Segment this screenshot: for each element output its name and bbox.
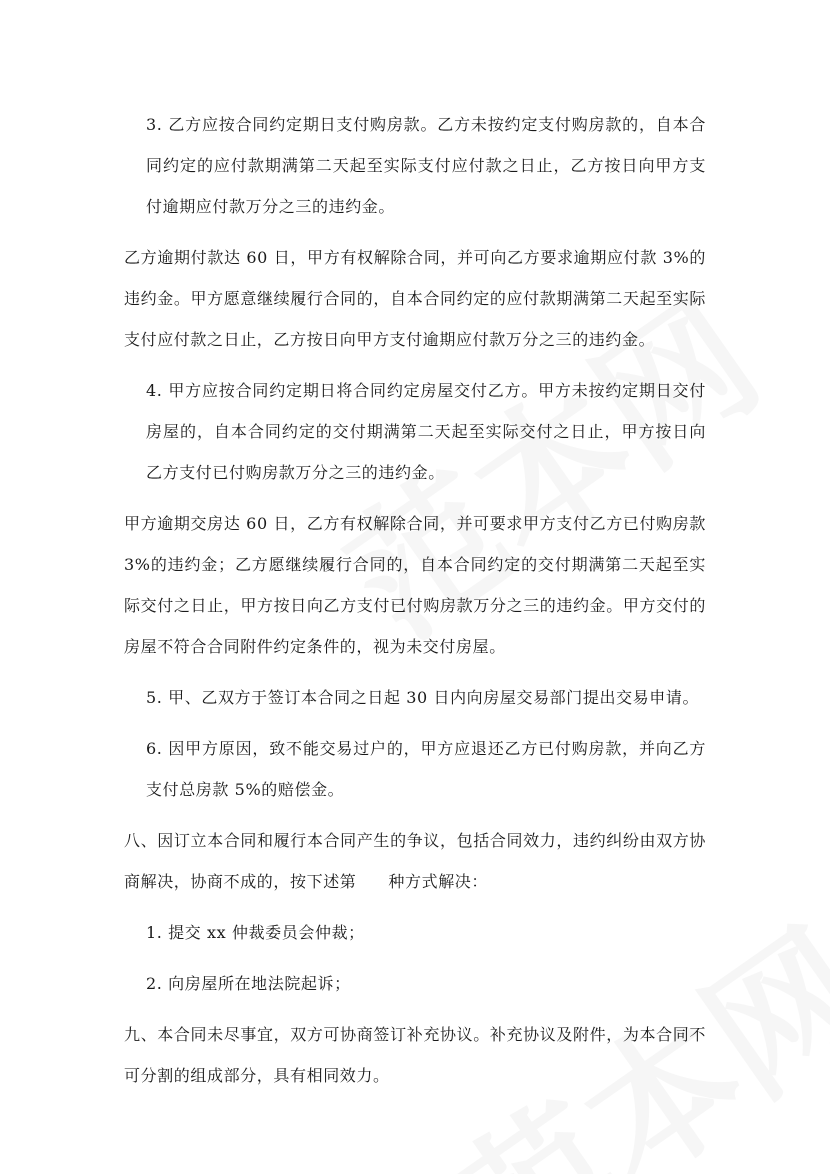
clause-seller-overdue-60-days: 甲方逾期交房达 60 日，乙方有权解除合同，并可要求甲方支付乙方已付购房款 3%的违约金；乙方愿继续履行合同的，自本合同约定的交付期满第二天起至实际交付之日止，甲方按日向乙方支付已付购房款万分之三的违约金。甲方交付的房屋不符合合同附件约定条件的，视为未交付房屋。: [124, 514, 706, 656]
document-body: [124, 104, 706, 1106]
clause-4-seller-delivery: 4. 甲方应按合同约定期日将合同约定房屋交付乙方。甲方未按约定期日交付房屋的，自本合同约定的交付期满第二天起至实际交付之日止，甲方按日向乙方支付已付购房款万分之三的违约金。: [146, 381, 706, 482]
section-9-supplementary: 九、本合同未尽事宜，双方可协商签订补充协议。补充协议及附件，为本合同不可分割的组成部分，具有相同效力。: [124, 1025, 706, 1085]
dispute-option-1-arbitration: 1. 提交 xx 仲裁委员会仲裁；: [146, 923, 365, 942]
dispute-option-2-litigation: 2. 向房屋所在地法院起诉；: [146, 974, 351, 993]
clause-buyer-overdue-60-days: 乙方逾期付款达 60 日，甲方有权解除合同，并可向乙方要求逾期应付款 3%的违约金。甲方愿意继续履行合同的，自本合同约定的应付款期满第二天起至实际支付应付款之日止，乙方按日向甲方支付逾期应付款万分之三的违约金。: [124, 248, 706, 349]
section-8-text-part2: 种方式解决：: [388, 872, 489, 891]
section-8-dispute-resolution: [124, 820, 706, 902]
section-8-text-part1: 八、因订立本合同和履行本合同产生的争议，包括合同效力，违约纠纷由双方协商解决，协商不成的，按下述第: [124, 831, 706, 891]
clause-6-transfer-failure: 6. 因甲方原因，致不能交易过户的，甲方应退还乙方已付购房款，并向乙方支付总房款 5%的赔偿金。: [146, 739, 706, 799]
clause-3-buyer-payment: 3. 乙方应按合同约定期日支付购房款。乙方未按约定支付购房款的，自本合同约定的应付款期满第二天起至实际支付应付款之日止，乙方按日向甲方支付逾期应付款万分之三的违约金。: [146, 115, 706, 216]
clause-5-transaction-application: 5. 甲、乙双方于签订本合同之日起 30 日内向房屋交易部门提出交易申请。: [146, 688, 700, 707]
